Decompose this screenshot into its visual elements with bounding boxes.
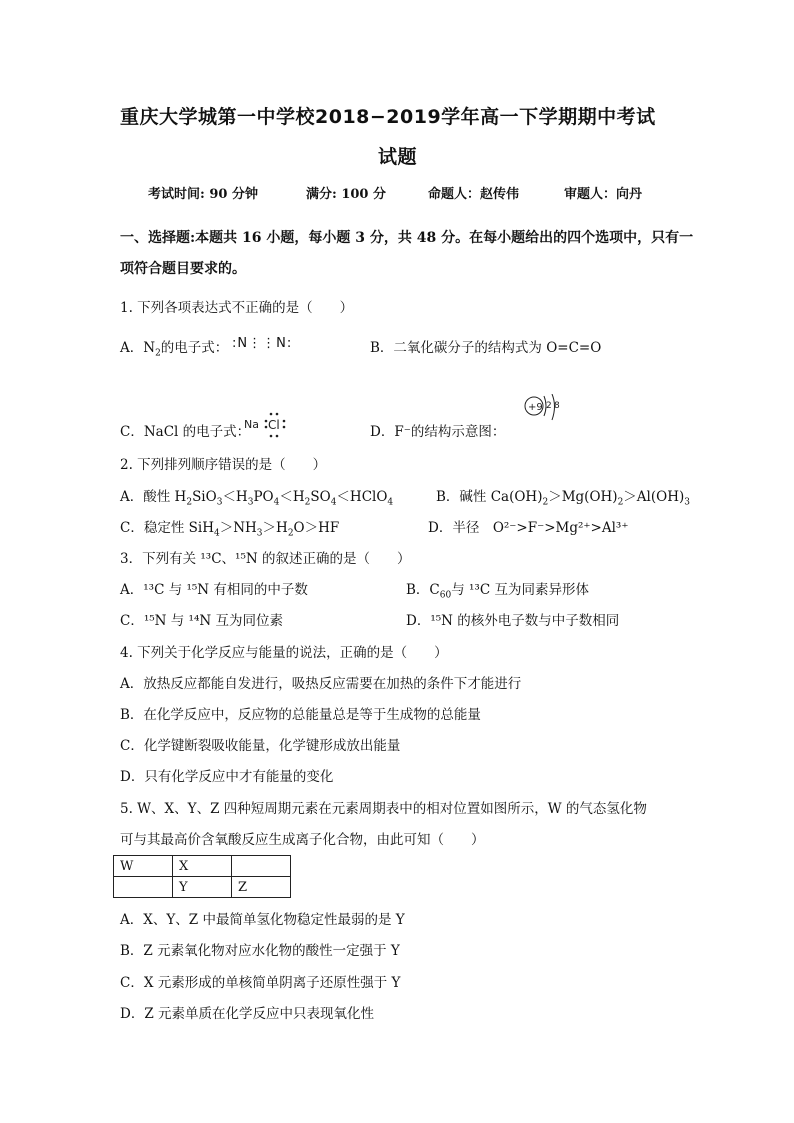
q5-option-c: C．X 元素形成的单核简单阴离子还原性强于 Y	[120, 975, 401, 991]
table-cell: X	[173, 856, 232, 877]
nacl-electron-formula	[244, 408, 294, 440]
dot	[276, 413, 279, 416]
q2-d-label: D．半径	[428, 520, 493, 536]
shell-1-count: 2	[546, 401, 552, 411]
q2-b-label: B．碱性	[436, 489, 491, 505]
q5-stem-line2: 可与其最高价含氧酸反应生成离子化合物，由此可知（ ）	[120, 832, 485, 848]
dot	[283, 426, 286, 429]
page-title-line2: 试题	[378, 146, 418, 168]
table-row	[114, 856, 291, 877]
dot	[276, 435, 279, 438]
table-cell	[114, 877, 173, 898]
fluoride-structure-diagram	[520, 394, 568, 428]
q2-option-d	[428, 522, 628, 536]
section-heading-line2: 项符合题目要求的。	[120, 261, 246, 277]
q3-b-prefix: B．C	[406, 582, 440, 598]
q3-option-c: C．¹⁵N 与 ¹⁴N 互为同位素	[120, 613, 283, 629]
nucleus-charge: +9	[528, 402, 543, 413]
periodic-position-table	[113, 855, 291, 898]
dot	[265, 426, 268, 429]
cl-symbol: Cl	[268, 418, 280, 432]
q1-a-suffix: 的电子式：	[160, 340, 229, 356]
question-author: 命题人：赵传伟	[428, 187, 520, 202]
dot	[283, 420, 286, 423]
table-cell: Z	[232, 877, 291, 898]
n2-electron-formula: :N⋮⋮N:	[232, 336, 293, 351]
dot	[265, 420, 268, 423]
q2-c-label: C．稳定性	[120, 520, 189, 536]
q2-a-label: A．酸性	[120, 489, 175, 505]
q4-stem: 4. 下列关于化学反应与能量的说法，正确的是（ ）	[120, 645, 448, 661]
q5-stem: 5. W、X、Y、Z 四种短周期元素在元素周期表中的相对位置如图所示，W 的气态氢化物	[120, 801, 647, 817]
q5-option-d: D．Z 元素单质在化学反应中只表现氧化性	[120, 1006, 374, 1022]
full-score: 满分: 100 分	[306, 187, 386, 202]
q3-b-suffix: 与 ¹³C 互为同素异形体	[451, 582, 589, 598]
section-heading: 一、选择题:本题共 16 小题，每小题 3 分，共 48 分。在每小题给出的四个选项中，只有一	[120, 230, 694, 246]
page-title: 重庆大学城第一中学校2018−2019学年高一下学期期中考试	[120, 106, 656, 128]
q3-stem: 3．下列有关 ¹³C、¹⁵N 的叙述正确的是（ ）	[120, 551, 411, 567]
q1-a-sub: 2	[155, 348, 161, 359]
table-cell: W	[114, 856, 173, 877]
table-cell	[232, 856, 291, 877]
q3-b-sub: 60	[439, 590, 452, 601]
q4-option-c: C．化学键断裂吸收能量，化学键形成放出能量	[120, 738, 401, 754]
reviewer: 审题人：向丹	[564, 187, 643, 202]
q1-stem: 1. 下列各项表达式不正确的是（ ）	[120, 300, 354, 316]
q2-option-a: A．酸性 $H_2SiO_3<H_3PO_4<H_2SO_4<HClO_4$	[120, 489, 394, 508]
q3-option-a: A．¹³C 与 ¹⁵N 有相同的中子数	[120, 582, 308, 598]
dot	[270, 435, 273, 438]
q4-option-a: A．放热反应都能自发进行，吸热反应需要在加热的条件下才能进行	[120, 676, 522, 692]
q3-option-d: D．¹⁵N 的核外电子数与中子数相同	[406, 613, 620, 629]
exam-time: 考试时间: 90 分钟	[148, 187, 258, 202]
q1-option-d: D．F⁻的结构示意图：	[370, 424, 506, 440]
q5-option-a: A．X、Y、Z 中最简单氢化物稳定性最弱的是 Y	[120, 912, 405, 928]
na-symbol: Na	[244, 418, 259, 431]
q2-option-b: B．碱性 $Ca(OH)_2>Mg(OH)_2>Al(OH)_3$	[436, 489, 690, 508]
q3-option-b	[406, 582, 589, 601]
q4-option-b: B．在化学反应中，反应物的总能量总是等于生成物的总能量	[120, 707, 481, 723]
shell-2-count: 8	[554, 401, 560, 411]
q4-option-d: D．只有化学反应中才有能量的变化	[120, 769, 334, 785]
q1-a-prefix: A．N	[120, 340, 156, 356]
q1-option-b: B．二氧化碳分子的结构式为 O=C=O	[370, 340, 602, 356]
q2-stem: 2. 下列排列顺序错误的是（ ）	[120, 457, 327, 473]
q1-option-a	[120, 340, 229, 359]
q5-option-b: B．Z 元素氧化物对应水化物的酸性一定强于 Y	[120, 943, 400, 959]
q2-option-c: C．稳定性 $SiH_4>NH_3>H_2O>HF$	[120, 520, 340, 539]
q1-option-c: C．NaCl 的电子式：	[120, 424, 251, 440]
q2-d-value: O²⁻>F⁻>Mg²⁺>Al³⁺	[492, 520, 629, 536]
table-cell: Y	[173, 877, 232, 898]
table-row	[114, 877, 291, 898]
dot	[270, 413, 273, 416]
